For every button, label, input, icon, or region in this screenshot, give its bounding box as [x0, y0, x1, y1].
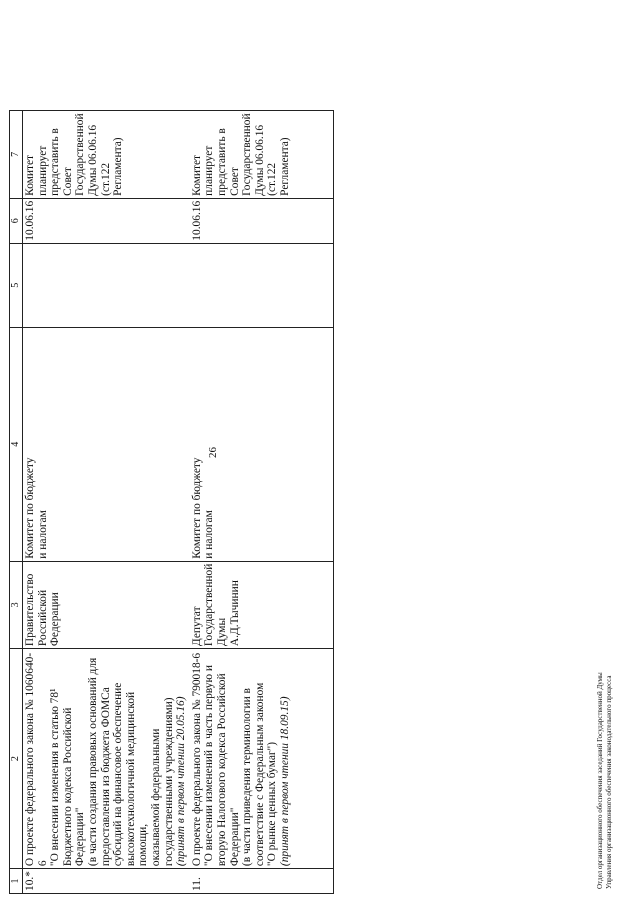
- footer: [596, 672, 614, 889]
- footer-line-2: Управления организационного обеспечения законодательного процесса: [605, 675, 613, 889]
- column-header: 2: [10, 649, 23, 869]
- initiator: Правительство Российской Федерации: [24, 573, 62, 647]
- row-number: 11.: [190, 869, 334, 894]
- column-header: 3: [10, 561, 23, 648]
- reading-note: (принят в первом чтении 20.05.16): [175, 696, 188, 867]
- column-header: 5: [10, 243, 23, 327]
- date-cell: 10.06.16: [23, 198, 190, 243]
- bill-description: [190, 649, 334, 869]
- committee: Комитет по бюджету и налогам: [24, 457, 49, 559]
- column-header: 7: [10, 110, 23, 198]
- column-header: 1: [10, 869, 23, 894]
- bill-description: [23, 649, 190, 869]
- reading-note: (принят в первом чтении 18.09.15): [278, 696, 291, 867]
- column-5-cell: [23, 243, 190, 327]
- table-header-row: [10, 110, 23, 893]
- page-number: 26: [207, 447, 219, 458]
- table-row: [190, 110, 334, 893]
- committee: Комитет по бюджету и налогам: [190, 457, 216, 559]
- bill-title: О проекте федерального закона № 1060640-6 "О внесении изменения в статью 78¹ Бюджетного кодекса Российской Федерации" (в части создания правовых оснований для предоставления из бюджета ФОМСа субсидий на финансовое обеспечение высокотехнологичной медицинской помощи, оказываемой федеральными государственными учреждениями): [24, 652, 175, 867]
- agenda-table: [9, 110, 334, 894]
- remark: Комитет планирует представить в Совет Государственной Думы 06.06.16 (ст.122 Регламента): [24, 113, 125, 196]
- column-header: 6: [10, 198, 23, 243]
- remark: Комитет планирует представить в Совет Государственной Думы 06.06.16 (ст.122 Регламента): [190, 113, 291, 196]
- footer-line-1: Отдел организационного обеспечения заседаний Государственной Думы: [596, 672, 604, 889]
- column-header: 4: [10, 327, 23, 561]
- bill-title: О проекте федерального закона № 790018-6 "О внесении изменений в часть первую и вторую Налогового кодекса Российской Федерации" (в части приведения терминологии в соответствие с Федеральным законом "О рынке ценных бумаг"): [190, 652, 279, 867]
- column-5-cell: [190, 243, 334, 327]
- row-number: 10.*: [23, 869, 190, 894]
- table-row: [23, 110, 190, 893]
- date-cell: 10.06.16: [190, 198, 334, 243]
- initiator: Депутат Государственной Думы А.Д.Тычинин: [190, 563, 241, 647]
